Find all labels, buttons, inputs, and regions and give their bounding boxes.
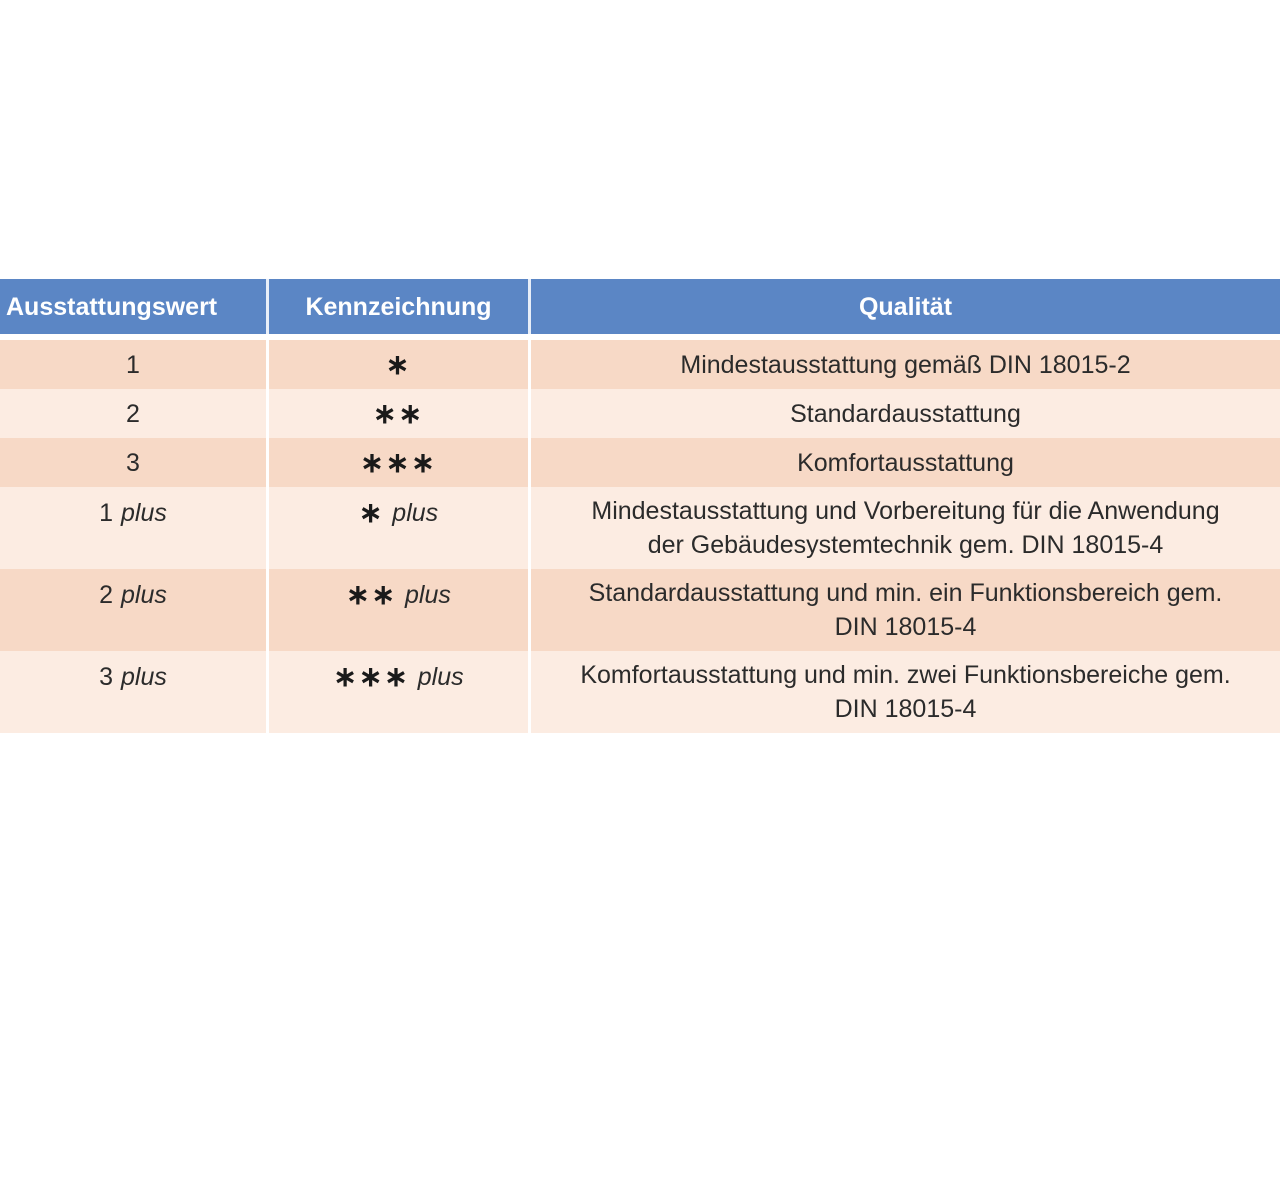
stars-cell xyxy=(266,651,528,733)
header-qualitaet: Qualität xyxy=(528,279,1280,334)
plus-label: plus xyxy=(121,581,167,609)
value-cell xyxy=(0,487,266,569)
plus-label: plus xyxy=(405,581,451,609)
value-text: 3 xyxy=(99,663,114,691)
quality-text-line1: Standardausstattung und min. ein Funktionsbereich gem. xyxy=(588,579,1223,607)
stars-rating: ∗∗ xyxy=(373,397,424,429)
stars-rating: ∗∗∗ xyxy=(333,661,410,692)
quality-cell xyxy=(528,569,1280,651)
stars-cell xyxy=(266,438,528,487)
quality-text: Standardausstattung xyxy=(790,399,1021,428)
stars-rating: ∗∗∗ xyxy=(360,446,437,478)
stars-cell xyxy=(266,569,528,651)
value-cell xyxy=(0,569,266,651)
value-text: 2 xyxy=(126,399,140,428)
stars-rating: ∗∗ xyxy=(346,579,398,610)
stars-cell xyxy=(266,487,528,569)
plus-label: plus xyxy=(121,499,167,527)
equipment-table xyxy=(0,279,1280,733)
value-text: 1 xyxy=(99,499,114,527)
header-ausstattungswert: Ausstattungswert xyxy=(0,279,266,334)
quality-text-line2: der Gebäudesystemtechnik gem. DIN 18015-4 xyxy=(647,531,1164,559)
table-header-row xyxy=(0,279,1280,334)
value-cell xyxy=(0,340,266,389)
table-row xyxy=(0,340,1280,389)
quality-text-line1: Komfortausstattung und min. zwei Funktionsbereiche gem. xyxy=(580,661,1231,689)
quality-text: Komfortausstattung xyxy=(797,448,1014,477)
table-row xyxy=(0,651,1280,733)
quality-text-line2: DIN 18015-4 xyxy=(834,613,977,641)
quality-cell xyxy=(528,340,1280,389)
header-kennzeichnung: Kennzeichnung xyxy=(266,279,528,334)
plus-label: plus xyxy=(392,499,439,527)
plus-label: plus xyxy=(121,663,167,691)
value-cell xyxy=(0,389,266,438)
value-cell xyxy=(0,651,266,733)
quality-text-line1: Mindestausstattung und Vorbereitung für die Anwendung xyxy=(591,497,1220,525)
quality-text: Mindestausstattung gemäß DIN 18015-2 xyxy=(680,350,1131,379)
quality-cell xyxy=(528,438,1280,487)
stars-cell xyxy=(266,340,528,389)
stars-rating: ∗ xyxy=(385,348,412,380)
table-row xyxy=(0,487,1280,569)
value-text: 3 xyxy=(126,448,140,477)
quality-text-line2: DIN 18015-4 xyxy=(834,695,977,723)
quality-cell xyxy=(528,651,1280,733)
table-row xyxy=(0,438,1280,487)
value-text: 2 xyxy=(99,581,114,609)
quality-cell xyxy=(528,487,1280,569)
quality-cell xyxy=(528,389,1280,438)
value-cell xyxy=(0,438,266,487)
table-row xyxy=(0,389,1280,438)
stars-cell xyxy=(266,389,528,438)
plus-label: plus xyxy=(417,663,464,691)
stars-rating: ∗ xyxy=(358,497,385,528)
table-row xyxy=(0,569,1280,651)
value-text: 1 xyxy=(126,350,140,379)
